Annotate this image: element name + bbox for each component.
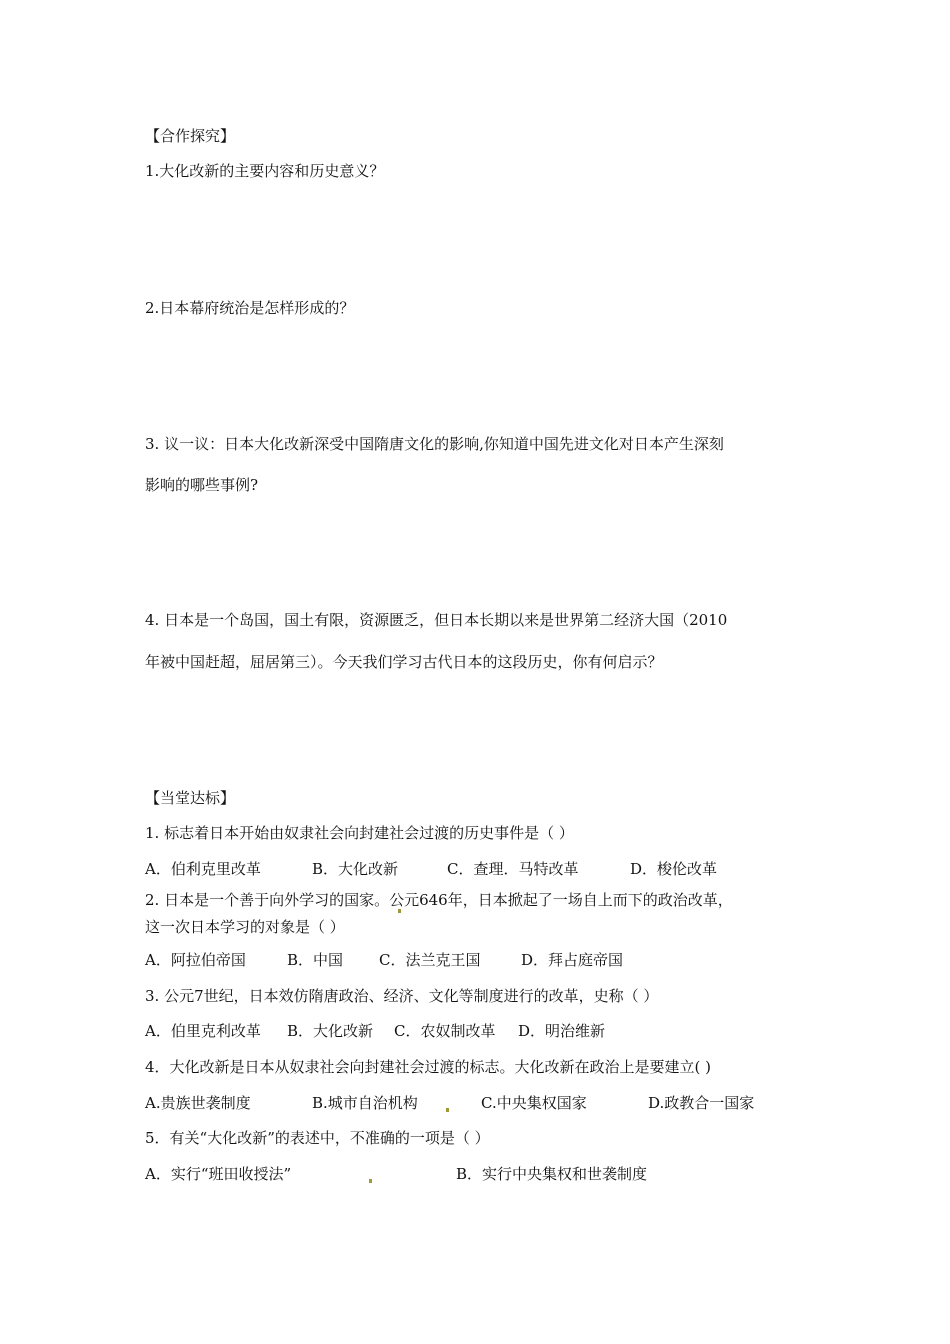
practice-question-1-stem: 1. 标志着日本开始由奴隶社会向封建社会过渡的历史事件是（ ） bbox=[145, 824, 574, 842]
practice-q4-option-c: C.中央集权国家 bbox=[481, 1094, 587, 1112]
practice-q3-option-a: A．伯里克利改革 bbox=[145, 1022, 261, 1040]
section-heading-practice: 【当堂达标】 bbox=[145, 789, 236, 807]
practice-question-5-stem: 5．有关“大化改新”的表述中，不准确的一项是（ ） bbox=[145, 1129, 490, 1147]
explore-question-1: 1.大化改新的主要内容和历史意义？ bbox=[145, 162, 385, 180]
practice-q2-option-c: C．法兰克王国 bbox=[379, 951, 481, 969]
explore-question-4-line-1: 4. 日本是一个岛国，国土有限，资源匮乏，但日本长期以来是世界第二经济大国（2010 bbox=[145, 611, 728, 629]
practice-q2-option-b: B．中国 bbox=[287, 951, 344, 969]
practice-q1-option-b: B．大化改新 bbox=[312, 860, 399, 878]
practice-q1-option-d: D．梭伦改革 bbox=[630, 860, 718, 878]
practice-question-2-stem-line-2: 这一次日本学习的对象是（ ） bbox=[145, 918, 345, 936]
practice-q3-option-b: B．大化改新 bbox=[287, 1022, 374, 1040]
practice-q1-option-c: C．查理．马特改革 bbox=[447, 860, 579, 878]
practice-q5-option-a: A．实行“班田收授法” bbox=[145, 1165, 292, 1183]
stray-mark bbox=[446, 1108, 449, 1112]
practice-question-3-stem: 3. 公元7世纪，日本效仿隋唐政治、经济、文化等制度进行的改革，史称（ ） bbox=[145, 987, 659, 1005]
practice-q3-option-c: C．农奴制改革 bbox=[394, 1022, 496, 1040]
explore-question-3-line-2: 影响的哪些事例? bbox=[145, 476, 259, 494]
stray-mark bbox=[398, 909, 401, 913]
practice-q2-option-d: D．拜占庭帝国 bbox=[521, 951, 624, 969]
practice-question-4-stem: 4．大化改新是日本从奴隶社会向封建社会过渡的标志。大化改新在政治上是要建立( ) bbox=[145, 1058, 712, 1076]
practice-q5-option-b: B．实行中央集权和世袭制度 bbox=[456, 1165, 648, 1183]
explore-question-3-line-1: 3. 议一议：日本大化改新深受中国隋唐文化的影响,你知道中国先进文化对日本产生深刻 bbox=[145, 435, 724, 453]
practice-q4-option-d: D.政教合一国家 bbox=[648, 1094, 755, 1112]
practice-question-2-stem-line-1: 2. 日本是一个善于向外学习的国家。公元646年，日本掀起了一场自上而下的政治改革， bbox=[145, 891, 733, 909]
practice-q1-option-a: A．伯利克里改革 bbox=[145, 860, 261, 878]
practice-q3-option-d: D．明治维新 bbox=[518, 1022, 606, 1040]
practice-q4-option-b: B.城市自治机构 bbox=[312, 1094, 418, 1112]
explore-question-4-line-2: 年被中国赶超，屈居第三）。今天我们学习古代日本的这段历史，你有何启示？ bbox=[145, 653, 663, 671]
stray-mark bbox=[369, 1179, 372, 1183]
practice-q2-option-a: A．阿拉伯帝国 bbox=[145, 951, 246, 969]
explore-question-2: 2.日本幕府统治是怎样形成的？ bbox=[145, 299, 355, 317]
practice-q4-option-a: A.贵族世袭制度 bbox=[145, 1094, 251, 1112]
section-heading-explore: 【合作探究】 bbox=[145, 127, 236, 145]
